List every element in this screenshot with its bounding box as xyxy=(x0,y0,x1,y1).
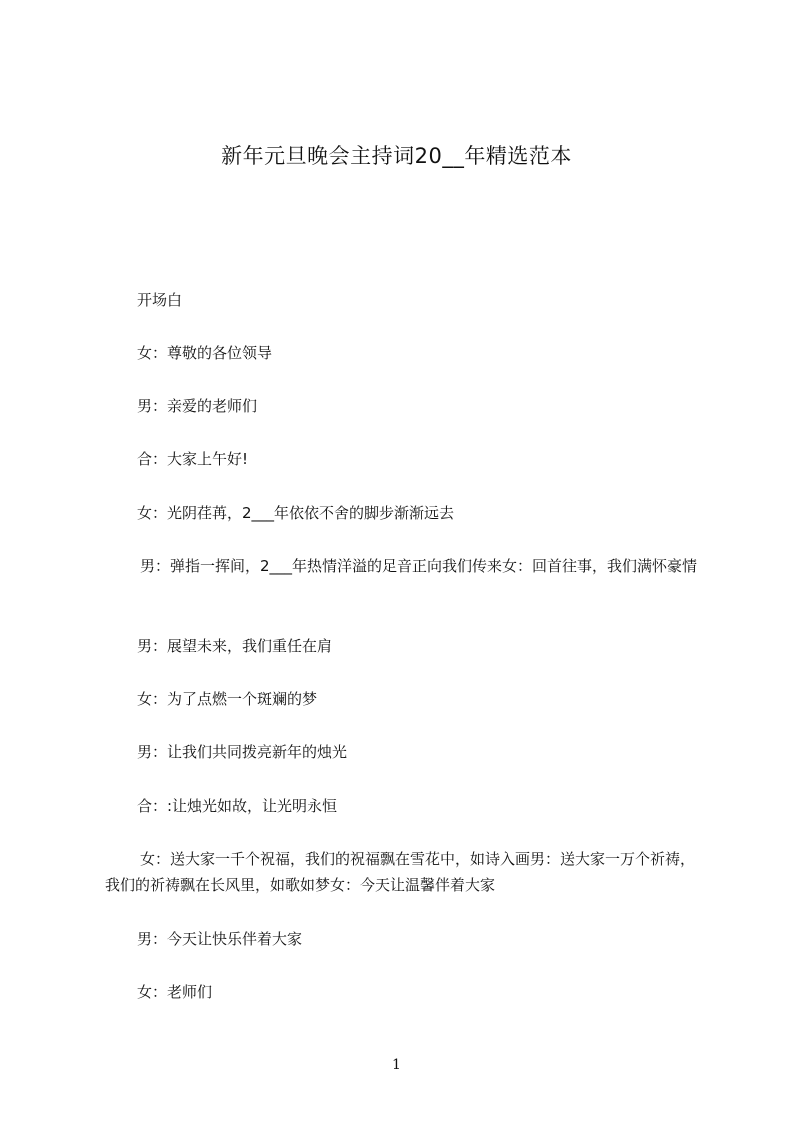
paragraph-opening: 开场白 xyxy=(137,291,183,309)
paragraph-line: 男：弹指一挥间，2___年热情洋溢的足音正向我们传来女：回首往事，我们满怀豪情 xyxy=(140,557,698,575)
paragraph-line: 合：大家上午好! xyxy=(137,450,249,468)
paragraph-line: 女：送大家一千个祝福，我们的祝福飘在雪花中，如诗入画男：送大家一万个祈祷，我们的祈祷飘在长风里，如歌如梦女：今天让温馨伴着大家 xyxy=(105,850,696,894)
page-number: 1 xyxy=(392,1057,401,1073)
paragraph-line: 男：让我们共同拨亮新年的烛光 xyxy=(137,743,348,761)
paragraph-line: 女：为了点燃一个斑斓的梦 xyxy=(137,690,318,708)
document-title: 新年元旦晚会主持词20__年精选范本 xyxy=(221,144,572,168)
paragraph-line: 男：展望未来，我们重任在肩 xyxy=(137,637,333,655)
paragraph-line: 女：光阴荏苒，2___年依依不舍的脚步渐渐远去 xyxy=(137,504,455,522)
paragraph-line: 男：今天让快乐伴着大家 xyxy=(137,930,303,948)
paragraph-line: 合：:让烛光如故，让光明永恒 xyxy=(137,797,338,815)
paragraph-line: 女：尊敬的各位领导 xyxy=(137,344,273,362)
paragraph-line: 女：老师们 xyxy=(137,983,213,1001)
paragraph-line: 男：亲爱的老师们 xyxy=(137,397,258,415)
